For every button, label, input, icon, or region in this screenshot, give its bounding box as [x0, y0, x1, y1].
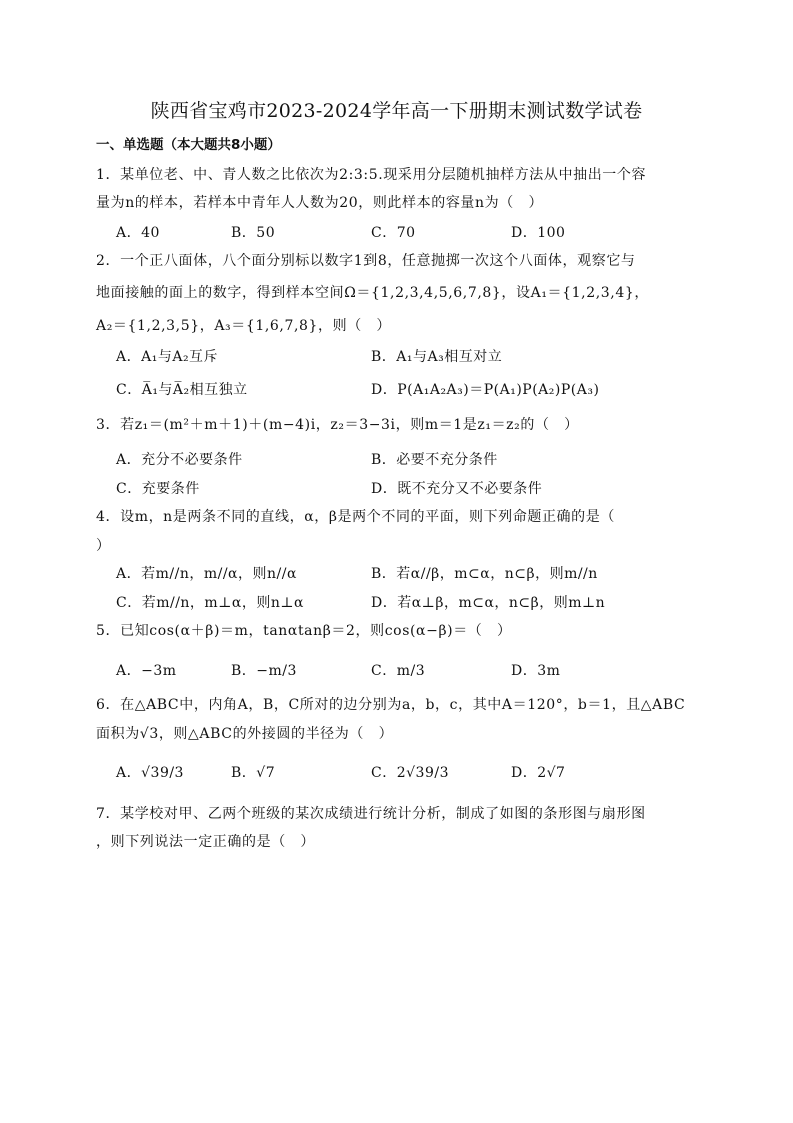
q5-option-d: D．3m: [511, 663, 561, 679]
q2-line1: 2．一个正八面体，八个面分别标以数字1到8，任意抛掷一次这个八面体，观察它与: [96, 253, 636, 269]
q6-line2: 面积为√3，则△ABC的外接圆的半径为（ ）: [96, 726, 394, 742]
q3-option-b: B．必要不充分条件: [371, 452, 498, 468]
q1-line2: 量为n的样本，若样本中青年人人数为20，则此样本的容量n为（ ）: [96, 195, 544, 211]
q4-option-c: C．若m//n，m⊥α，则n⊥α: [116, 595, 304, 611]
q3-option-c: C．充要条件: [116, 481, 200, 497]
q7-line1: 7．某学校对甲、乙两个班级的某次成绩进行统计分析，制成了如图的条形图与扇形图: [96, 806, 646, 822]
q1-option-b: B．50: [231, 225, 276, 241]
q2-option-d: D．P(A₁A₂A₃)＝P(A₁)P(A₂)P(A₃): [371, 382, 600, 398]
q6-option-c: C．2√39/3: [371, 765, 449, 781]
q6-option-d: D．2√7: [511, 765, 566, 781]
q1-option-c: C．70: [371, 225, 416, 241]
q5-option-b: B．−m/3: [231, 663, 297, 679]
q2-option-a: A．A₁与A₂互斥: [116, 349, 219, 365]
q2-option-c: C．A̅₁与A̅₂相互独立: [116, 382, 248, 398]
q4-line2: ）: [96, 538, 111, 554]
q4-option-b: B．若α//β，m⊂α，n⊂β，则m//n: [371, 566, 598, 582]
q7-line2: ，则下列说法一定正确的是（ ）: [96, 834, 315, 850]
q1-option-a: A．40: [116, 225, 160, 241]
q5-option-a: A．−3m: [116, 663, 177, 679]
q3-line1: 3．若z₁＝(m²＋m＋1)＋(m−4)i，z₂＝3−3i，则m＝1是z₁＝z₂的（ ）: [96, 417, 579, 433]
q6-line1: 6．在△ABC中，内角A，B，C所对的边分别为a，b，c，其中A＝120°，b＝1，且△ABC: [96, 697, 686, 713]
q5-option-c: C．m/3: [371, 663, 426, 679]
q5-line1: 5．已知cos(α＋β)＝m，tanαtanβ＝2，则cos(α−β)＝（ ）: [96, 623, 512, 639]
q4-option-a: A．若m//n，m//α，则n//α: [116, 566, 297, 582]
q1-line1: 1．某单位老、中、青人数之比依次为2:3:5.现采用分层随机抽样方法从中抽出一个容: [96, 167, 647, 183]
q3-option-a: A．充分不必要条件: [116, 452, 243, 468]
q4-line1: 4．设m，n是两条不同的直线，α，β是两个不同的平面，则下列命题正确的是（: [96, 509, 615, 525]
q4-option-d: D．若α⊥β，m⊂α，n⊂β，则m⊥n: [371, 595, 606, 611]
q2-line2: 地面接触的面上的数字，得到样本空间Ω＝{1,2,3,4,5,6,7,8}，设A₁＝{1,2,3,4}，: [96, 285, 649, 301]
q2-option-b: B．A₁与A₃相互对立: [371, 349, 503, 365]
q6-option-b: B．√7: [231, 765, 276, 781]
q1-option-d: D．100: [511, 225, 566, 241]
q2-line3: A₂＝{1,2,3,5}，A₃＝{1,6,7,8}，则（ ）: [96, 318, 392, 334]
q3-option-d: D．既不充分又不必要条件: [371, 481, 543, 497]
exam-title: 陕西省宝鸡市2023-2024学年高一下册期末测试数学试卷: [150, 100, 643, 122]
section-heading: 一、单选题（本大题共8小题）: [96, 137, 281, 153]
q6-option-a: A．√39/3: [116, 765, 184, 781]
